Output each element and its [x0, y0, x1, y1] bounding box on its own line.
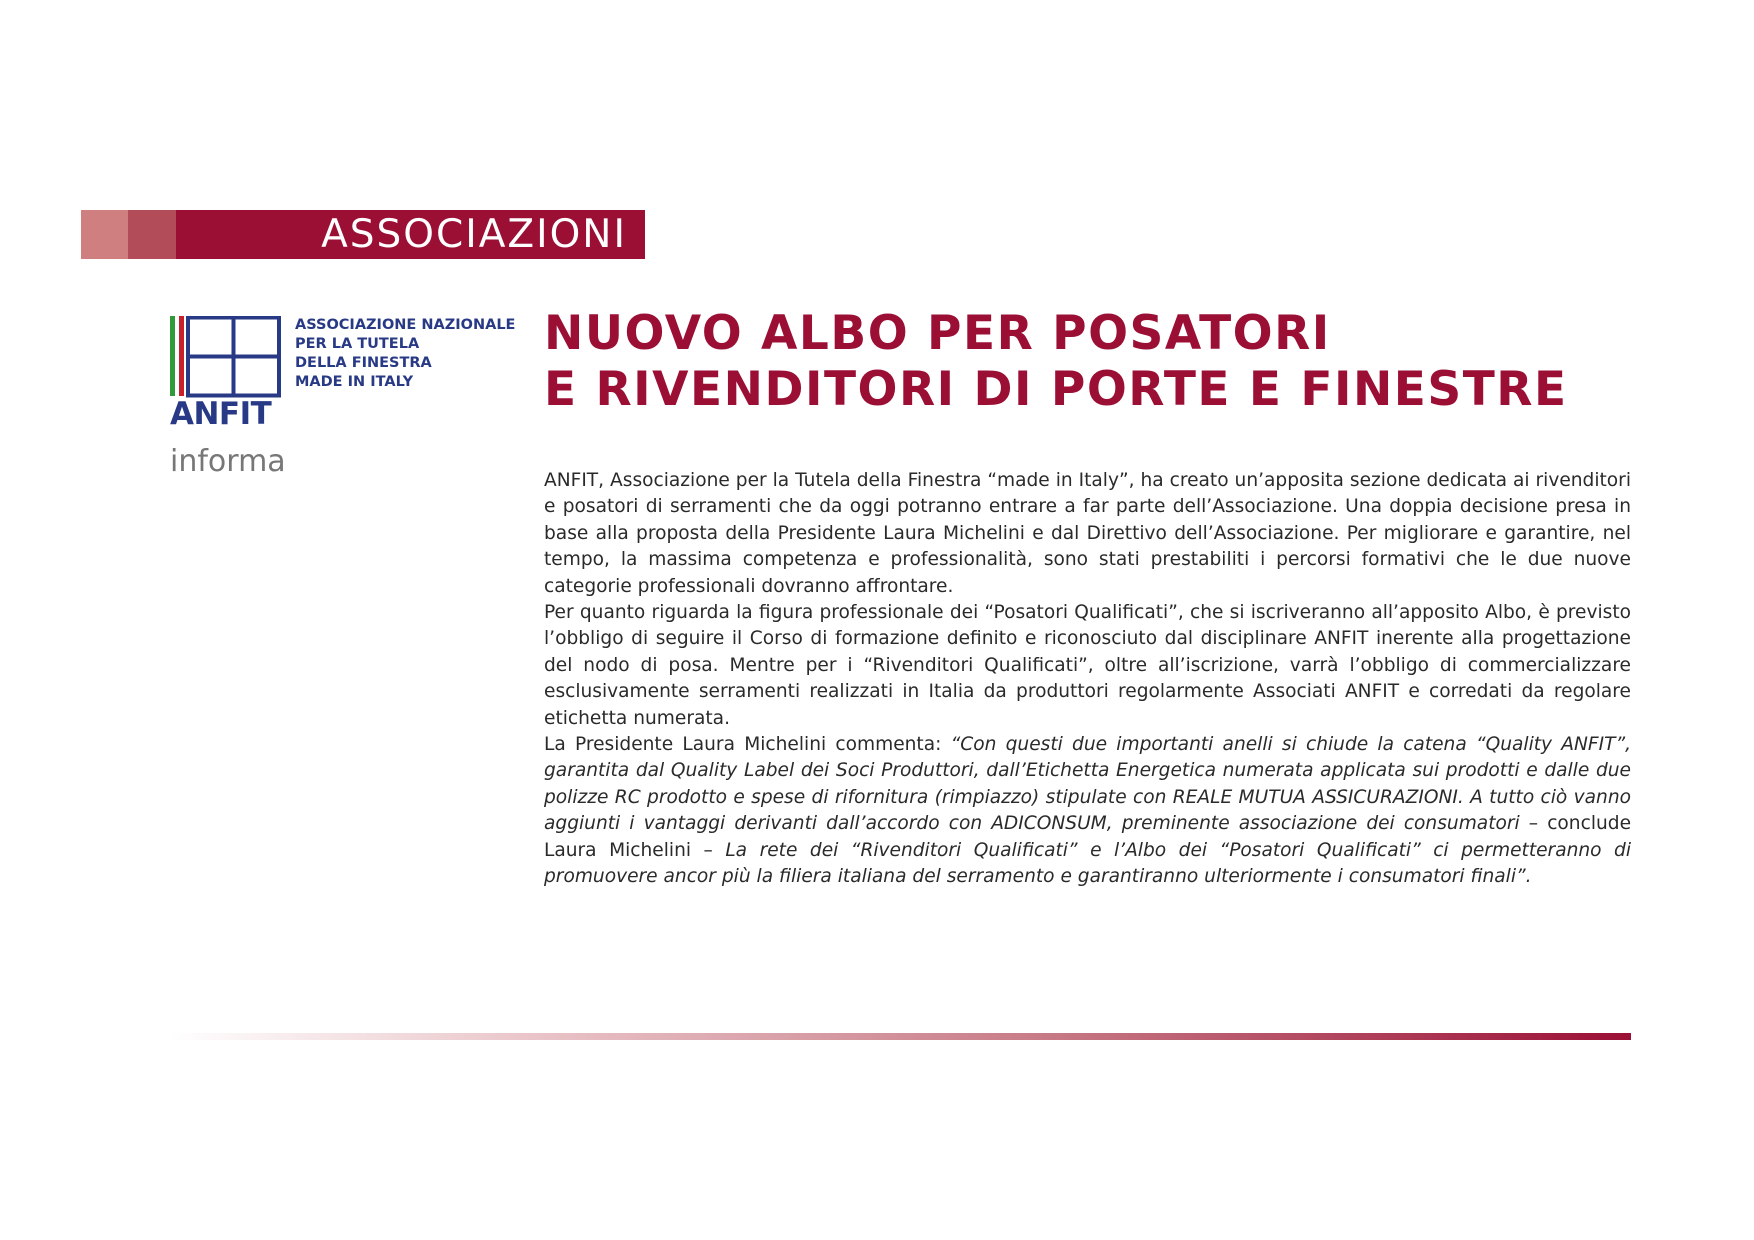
quote-part-1: “Con questi due importanti anelli si chiude la catena “Quality ANFIT”, garantita dal Quality Label dei Soci Produttori, dall’Etichetta Energetica numerata applicata sui prodotti e dalle due polizze RC prodotto e spese di rifornitura (rimpiazzo) stipulate con REALE MUTUA ASSICURAZIONI. A tutto ciò vanno aggiunti i vantaggi derivanti dall’accordo con ADICONSUM, preminente associazione dei consumatori — [544, 734, 1631, 835]
headline-line: NUOVO ALBO PER POSATORI — [544, 306, 1331, 361]
article-body — [544, 468, 1631, 891]
association-line: PER LA TUTELA — [295, 336, 420, 352]
association-line: ASSOCIAZIONE NAZIONALE — [295, 317, 516, 333]
article-paragraph: ANFIT, Associazione per la Tutela della Finestra “made in Italy”, ha creato un’apposita sezione dedicata ai rivenditori e posatori di serramenti che da oggi potranno entrare a far parte dell’Associazione. Una doppia decisione presa in base alla proposta della Presidente Laura Michelini e dal Direttivo dell’Associazione. Per migliorare e garantire, nel tempo, la massima competenza e professionalità, sono stati prestabiliti i percorsi formativi che le due nuove categorie professionali dovranno affrontare. — [544, 470, 1631, 597]
banner-accent-light — [81, 210, 128, 259]
article-headline — [544, 306, 1644, 418]
article-paragraph: Per quanto riguarda la figura professionale dei “Posatori Qualificati”, che si iscriveranno all’apposito Albo, è previsto l’obbligo di seguire il Corso di formazione definito e riconosciuto dal disciplinare ANFIT inerente alla progettazione del nodo di posa. Mentre per i “Rivenditori Qualificati”, oltre all’iscrizione, varrà l’obbligo di commercializzare esclusivamente serramenti realizzati in Italia da produttori regolarmente Associati ANFIT e corredati da regolare etichetta numerata. — [544, 602, 1631, 729]
logo-tagline: informa — [170, 444, 286, 479]
headline-line: E RIVENDITORI DI PORTE E FINESTRE — [544, 362, 1568, 417]
logo-wordmark: ANFIT — [170, 396, 272, 432]
anfit-logo — [170, 316, 530, 486]
section-title: ASSOCIAZIONI — [321, 212, 627, 257]
association-line: MADE IN ITALY — [295, 374, 414, 390]
article-paragraph-quote — [544, 732, 1631, 890]
banner-main — [176, 210, 645, 259]
association-line: DELLA FINESTRA — [295, 355, 432, 371]
quote-part-2: La rete dei “Rivenditori Qualificati” e l’Albo dei “Posatori Qualificati” ci permetteranno di promuovere ancor più la filiera italiana del serramento e garantiranno ulteriormente i consumatori finali”. — [544, 839, 1632, 888]
window-logo-icon — [170, 316, 282, 398]
footer-divider — [170, 1033, 1631, 1040]
association-name — [295, 316, 515, 392]
banner-accent-mid — [128, 210, 176, 259]
quote-intro: La Presidente Laura Michelini commenta: — [544, 734, 951, 756]
quote-attribution: – conclude Laura Michelini – — [544, 813, 1632, 861]
section-banner — [81, 210, 645, 259]
